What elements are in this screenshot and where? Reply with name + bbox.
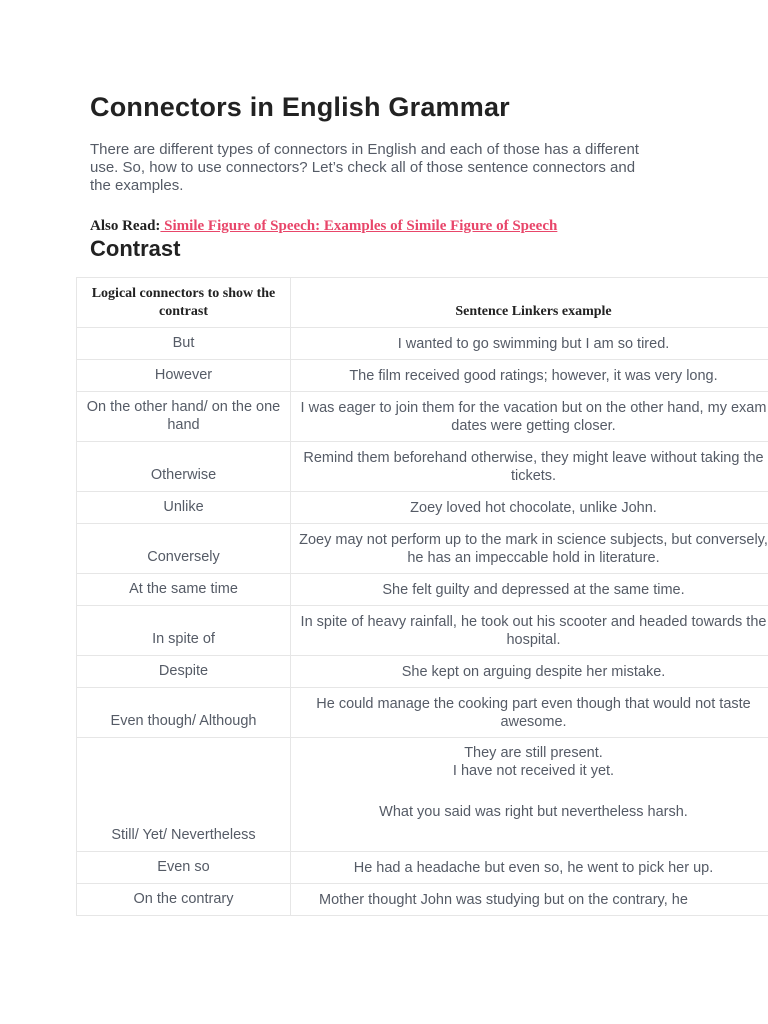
table-row <box>77 328 768 360</box>
table-row <box>77 492 768 524</box>
example-line: They are still present. <box>464 745 603 761</box>
section-heading-contrast: Contrast <box>90 236 181 261</box>
example-line: What you said was right but nevertheless harsh. <box>379 804 688 820</box>
example-line: I have not received it yet. <box>452 763 615 779</box>
also-read-label: Also Read: <box>90 218 161 234</box>
table-row <box>77 360 768 392</box>
connector-cell: In spite of <box>77 606 291 656</box>
also-read-link[interactable]: Simile Figure of Speech: Examples of Simile Figure of Speech <box>160 218 558 234</box>
intro-paragraph: There are different types of connectors in English and each of those has a different use. So, how to use connectors? Let’s check all of those sentence connectors and the examples. <box>90 141 639 194</box>
example-cell: The film received good ratings; however, it was very long. <box>291 360 768 392</box>
example-cell: Zoey may not perform up to the mark in science subjects, but conversely, he has an impeccable hold in literature. <box>291 524 768 574</box>
connector-cell: Still/ Yet/ Nevertheless <box>77 738 291 852</box>
connector-cell: But <box>77 328 291 360</box>
connector-cell: Even though/ Although <box>77 688 291 738</box>
header-connectors: Logical connectors to show the contrast <box>77 278 291 328</box>
example-cell: I wanted to go swimming but I am so tired. <box>291 328 768 360</box>
table-row <box>77 442 768 492</box>
connector-cell: Conversely <box>77 524 291 574</box>
connector-cell: Unlike <box>77 492 291 524</box>
example-cell: Mother thought John was studying but on the contrary, he <box>291 884 768 916</box>
table-row <box>77 656 768 688</box>
example-cell: I was eager to join them for the vacation but on the other hand, my exam dates were getting closer. <box>291 392 768 442</box>
connector-cell: Despite <box>77 656 291 688</box>
example-cell: Zoey loved hot chocolate, unlike John. <box>291 492 768 524</box>
header-examples: Sentence Linkers example <box>291 278 768 328</box>
example-cell: Remind them beforehand otherwise, they might leave without taking the tickets. <box>291 442 768 492</box>
example-cell: He could manage the cooking part even though that would not taste awesome. <box>291 688 768 738</box>
connector-cell: At the same time <box>77 574 291 606</box>
connector-cell: On the other hand/ on the one hand <box>77 392 291 442</box>
example-cell: She kept on arguing despite her mistake. <box>291 656 768 688</box>
table-row <box>77 884 768 916</box>
table-row <box>77 738 768 852</box>
table-row <box>77 606 768 656</box>
example-cell: He had a headache but even so, he went to pick her up. <box>291 852 768 884</box>
table-row <box>77 574 768 606</box>
connector-cell: On the contrary <box>77 884 291 916</box>
table-row <box>77 852 768 884</box>
page-title: Connectors in English Grammar <box>90 92 510 122</box>
connectors-table <box>76 277 768 916</box>
connector-cell: However <box>77 360 291 392</box>
table-row <box>77 524 768 574</box>
example-cell: She felt guilty and depressed at the same time. <box>291 574 768 606</box>
table-row <box>77 392 768 442</box>
example-cell <box>291 738 768 852</box>
connector-cell: Even so <box>77 852 291 884</box>
example-cell: In spite of heavy rainfall, he took out his scooter and headed towards the hospital. <box>291 606 768 656</box>
table-row <box>77 688 768 738</box>
also-read-line <box>90 218 557 235</box>
table-header-row <box>77 278 768 328</box>
connector-cell: Otherwise <box>77 442 291 492</box>
